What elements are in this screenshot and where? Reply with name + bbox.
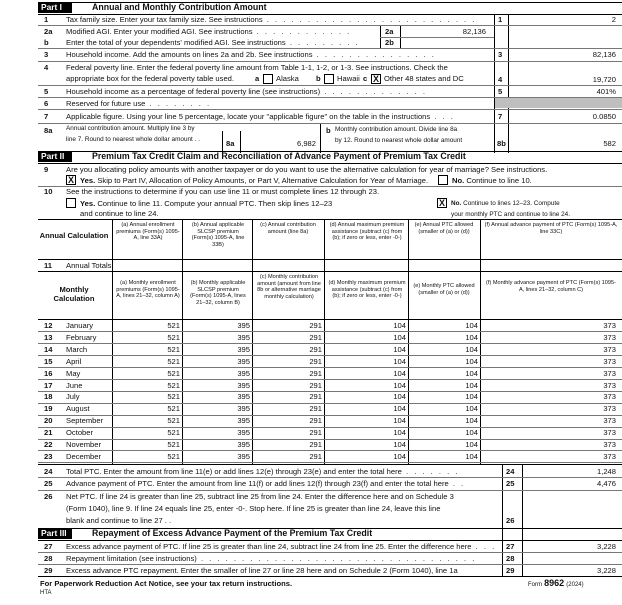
month-cell-b[interactable]: 395 (237, 332, 250, 342)
line-6-shaded (495, 98, 622, 108)
line-8a-box: 8a (226, 139, 235, 148)
line-8a-value[interactable]: 6,982 (296, 139, 316, 148)
month-cell-b[interactable]: 395 (237, 356, 250, 366)
divider (38, 109, 622, 110)
month-cell-b[interactable]: 395 (237, 321, 250, 330)
month-cell-c[interactable]: 291 (309, 440, 322, 449)
month-cell-c[interactable]: 291 (309, 451, 322, 461)
month-row-label: December (66, 451, 102, 461)
line-8b-value[interactable]: 582 (603, 139, 616, 148)
annual-col-a-header: (a) Annual enrollment premiums (Form(s) 1095-A, line 33A) (116, 222, 180, 242)
line-5-text: Household income as a percentage of federal poverty line (see instructions) . . . . . . . . . . . . . (66, 87, 427, 96)
line-10-no-checkbox[interactable]: X (438, 198, 445, 208)
line-4-text2: appropriate box for the federal poverty table used. (66, 74, 235, 83)
part1-right-divider (494, 14, 495, 153)
month-cell-e[interactable]: 104 (465, 451, 478, 461)
line-2b-text: Enter the total of your dependents' modified AGI. See instructions . . . . . . . . . (66, 38, 360, 47)
month-row-label: March (66, 344, 88, 354)
line-1-value[interactable]: 2 (611, 15, 616, 24)
line-27-box: 27 (506, 542, 515, 551)
line-29-num: 29 (44, 566, 53, 575)
month-cell-b[interactable]: 395 (237, 344, 250, 354)
month-cell-e[interactable]: 104 (465, 392, 478, 402)
line-7-text: Applicable figure. Using your line 5 percentage, locate your "applicable figure" on the table in the instructions . . . (66, 112, 455, 121)
annual-col-f-header: (f) Annual advance payment of PTC (Form(s) 1095-A, line 33C) (484, 222, 618, 235)
month-cell-d[interactable]: 104 (393, 380, 406, 390)
month-cell-c[interactable]: 291 (309, 404, 322, 414)
line-10-no-text2: your monthly PTC and continue to line 24. (451, 211, 571, 218)
line-2a-value[interactable]: 82,136 (462, 27, 486, 36)
month-cell-d[interactable]: 104 (393, 356, 406, 366)
month-row-num: 21 (44, 428, 53, 438)
divider (38, 259, 622, 260)
line-25-text: Advance payment of PTC. Enter the amount from line 11(f) or add lines 12(f) through 23(f) and enter the total here . . (66, 479, 466, 488)
month-cell-e[interactable]: 104 (465, 380, 478, 390)
month-row-num: 17 (44, 380, 53, 390)
line-9-yes-checkbox[interactable]: X (67, 175, 74, 185)
month-cell-e[interactable]: 104 (465, 356, 478, 366)
line-5-num: 5 (44, 87, 49, 96)
line-4-box: 4 (498, 75, 503, 84)
month-cell-d[interactable]: 104 (393, 451, 406, 461)
line-29-text: Excess advance PTC repayment. Enter the smaller of line 27 or line 28 here and on Schedule 2 (Form 1040), line 1a (66, 566, 458, 575)
part1-tag: Part I (38, 2, 72, 13)
month-row-num: 18 (44, 392, 53, 402)
month-row-num: 19 (44, 404, 53, 414)
month-row-label: February (66, 332, 97, 342)
other-48-states-checkbox[interactable]: X (372, 74, 379, 84)
line-8a-box-divider-2 (240, 131, 241, 153)
line-4-opt-c-label: Other 48 states and DC (384, 74, 464, 83)
line-8a-num: 8a (44, 126, 53, 135)
month-row-label: June (66, 380, 83, 390)
month-row-label: November (66, 440, 102, 449)
monthly-col-b-header: (b) Monthly applicable SLCSP premium (Form(s) 1095-A, lines 21–32, column B) (190, 280, 246, 306)
line-8-col-divider (320, 124, 321, 153)
month-cell-a[interactable]: 521 (167, 368, 180, 378)
month-row-num: 12 (44, 321, 53, 330)
month-row-num: 20 (44, 416, 53, 426)
month-cell-d[interactable]: 104 (393, 404, 406, 414)
hta-label: HTA (40, 590, 52, 596)
line-10-text: See the instructions to determine if you can use line 11 or must complete lines 12 through 23. (66, 187, 380, 196)
line-4-opt-c-letter: c (363, 74, 368, 83)
divider (38, 477, 622, 478)
monthly-calc-label: Monthly Calculation (53, 285, 95, 303)
month-cell-d[interactable]: 104 (393, 321, 406, 330)
divider (38, 48, 622, 49)
divider (38, 123, 622, 124)
month-cell-d[interactable]: 104 (393, 416, 406, 426)
month-cell-a[interactable]: 521 (167, 321, 180, 330)
line-10-yes-text: Yes. Continue to line 11. Compute your annual PTC. Then skip lines 12–23 (80, 199, 333, 208)
line-26-text2: (Form 1040), line 9. If line 24 equals line 25, enter -0-. Stop here. If line 25 is greater than line 24, leave this line (66, 504, 441, 513)
line-25-num: 25 (44, 479, 53, 488)
month-cell-f[interactable]: 373 (603, 416, 616, 426)
part3-tag: Part III (38, 528, 72, 539)
line-8a-box-divider (222, 131, 223, 153)
line-4-text: Federal poverty line. Enter the federal poverty line amount from Table 1-1, 1-2, or 1-3. See instructions. Check the (66, 63, 448, 72)
line-8b-text1: Monthly contribution amount. Divide line 8a (335, 126, 458, 133)
line-10-yes-checkbox[interactable] (66, 198, 76, 208)
line-8a-text1: Annual contribution amount. Multiply line 3 by (66, 125, 195, 132)
line-7-num: 7 (44, 112, 49, 121)
month-cell-b[interactable]: 395 (237, 380, 250, 390)
month-cell-f[interactable]: 373 (603, 344, 616, 354)
line-9-yes-text: Yes. Skip to Part IV, Allocation of Policy Amounts, or Part V, Alternative Calculation for Year of Marriage. (80, 176, 429, 185)
month-cell-e[interactable]: 104 (465, 428, 478, 438)
line-2b-num: b (44, 38, 49, 47)
month-row-label: July (66, 392, 80, 402)
line-26-text3: blank and continue to line 27 . . (66, 516, 172, 525)
month-cell-a[interactable]: 521 (167, 332, 180, 342)
annual-col-e-header: (e) Annual PTC allowed (smaller of (a) or (d)) (414, 222, 474, 235)
monthly-col-d-header: (d) Monthly maximum premium assistance (subtract (c) from (b); if zero or less, enter -0-) (328, 280, 406, 300)
line-2a-text: Modified AGI. Enter your modified AGI. See instructions . . . . . . . . . . . . (66, 27, 352, 36)
line-5-box: 5 (498, 87, 503, 96)
month-cell-b[interactable]: 395 (237, 451, 250, 461)
line-24-text: Total PTC. Enter the amount from line 11(e) or add lines 12(e) through 23(e) and enter the total here . . . . . . . (66, 467, 460, 476)
month-cell-b[interactable]: 395 (237, 416, 250, 426)
divider (38, 85, 622, 86)
line-24-value[interactable]: 1,248 (596, 467, 616, 476)
line-4-opt-b-letter: b (316, 74, 321, 83)
line-27-value[interactable]: 3,228 (596, 542, 616, 551)
month-cell-a[interactable]: 521 (167, 380, 180, 390)
part3-box-divider-2 (522, 541, 523, 577)
line-9-text: Are you allocating policy amounts with another taxpayer or do you want to use the alternative calculation for year of marriage? See instructions. (66, 165, 548, 174)
month-cell-c[interactable]: 291 (309, 356, 322, 366)
line-25-box: 25 (506, 479, 515, 488)
divider (38, 271, 622, 272)
month-cell-e[interactable]: 104 (465, 332, 478, 342)
line-8b-text2: by 12. Round to nearest whole dollar amount (335, 137, 463, 144)
line-1-text: Tax family size. Enter your tax family size. See instructions . . . . . . . . . . . . . . . . . . . . . . . . . . (66, 15, 477, 24)
part3-box-divider (502, 541, 503, 577)
month-cell-a[interactable]: 521 (167, 404, 180, 414)
annual-col-d-header: (d) Annual maximum premium assistance (subtract (c) from (b); if zero or less, enter -0-) (329, 222, 405, 242)
line-10-no-text: No. Continue to lines 12–23. Compute (451, 200, 560, 207)
month-cell-f[interactable]: 373 (603, 392, 616, 402)
month-cell-d[interactable]: 104 (393, 392, 406, 402)
line-4-num: 4 (44, 63, 49, 72)
line-28-text: Repayment limitation (see instructions) . . . . . . . . . . . . . . . . . . . . . . . . . . . . . . . . . . (66, 554, 477, 563)
part2-title: Premium Tax Credit Claim and Reconciliation of Advance Payment of Premium Tax Credit (92, 151, 466, 161)
line-7-value[interactable]: 0.0850 (592, 112, 616, 121)
part1-title: Annual and Monthly Contribution Amount (92, 2, 267, 12)
month-cell-e[interactable]: 104 (465, 416, 478, 426)
divider (38, 61, 622, 62)
month-cell-f[interactable]: 373 (603, 321, 616, 330)
line-3-box: 3 (498, 50, 503, 59)
month-cell-a[interactable]: 521 (167, 451, 180, 461)
hawaii-checkbox[interactable] (324, 74, 334, 84)
month-cell-c[interactable]: 291 (309, 321, 322, 330)
month-cell-a[interactable]: 521 (167, 392, 180, 402)
line-27-num: 27 (44, 542, 53, 551)
line-24-box: 24 (506, 467, 515, 476)
monthly-col-c-header: (c) Monthly contribution amount (amount from line 8b or alternative marriage monthly calculation) (257, 274, 321, 300)
month-row-label: May (66, 368, 81, 378)
divider (38, 490, 622, 491)
line-6-text: Reserved for future use . . . . . . . . (66, 99, 212, 108)
divider (38, 564, 622, 565)
divider (380, 37, 494, 38)
divider (38, 464, 622, 465)
annual-col-c-header: (c) Annual contribution amount (line 8a) (260, 222, 316, 235)
line-3-value[interactable]: 82,136 (592, 50, 616, 59)
month-cell-a[interactable]: 521 (167, 344, 180, 354)
month-cell-c[interactable]: 291 (309, 416, 322, 426)
divider (38, 25, 622, 26)
part3-title: Repayment of Excess Advance Payment of the Premium Tax Credit (92, 528, 373, 538)
monthly-col-f-header: (f) Monthly advance payment of PTC (Form(s) 1095-A, lines 21–32, column C) (486, 280, 616, 293)
line-26-box: 26 (506, 516, 515, 525)
month-row-label: August (66, 404, 90, 414)
line-24-num: 24 (44, 467, 53, 476)
month-cell-e[interactable]: 104 (465, 368, 478, 378)
month-cell-f[interactable]: 373 (603, 368, 616, 378)
monthly-col-e-header: (e) Monthly PTC allowed (smaller of (a) or (d)) (413, 283, 475, 296)
line-9-no-checkbox[interactable] (438, 175, 448, 185)
month-cell-c[interactable]: 291 (309, 428, 322, 438)
month-row-label: January (66, 321, 94, 330)
month-cell-c[interactable]: 291 (309, 332, 322, 342)
month-cell-a[interactable]: 521 (167, 428, 180, 438)
month-row-label: October (66, 428, 94, 438)
month-cell-b[interactable]: 395 (237, 428, 250, 438)
line-9-num: 9 (44, 165, 49, 174)
line-29-box: 29 (506, 566, 515, 575)
divider (38, 576, 622, 577)
divider (38, 219, 622, 220)
line-27-text: Excess advance payment of PTC. If line 25 is greater than line 24, subtract line 24 from line 25. Enter the difference here . . . (66, 542, 497, 551)
line-6-num: 6 (44, 99, 49, 108)
line-28-box: 28 (506, 554, 515, 563)
month-cell-e[interactable]: 104 (465, 344, 478, 354)
month-cell-d[interactable]: 104 (393, 428, 406, 438)
month-cell-d[interactable]: 104 (393, 368, 406, 378)
line-29-value[interactable]: 3,228 (596, 566, 616, 575)
line-11-num: 11 (44, 261, 53, 270)
line-2a-num: 2a (44, 27, 53, 36)
line-2a-box: 2a (385, 27, 394, 36)
line-3-text: Household income. Add the amounts on lines 2a and 2b. See instructions . . . . . . . . . . . . . . . (66, 50, 436, 59)
annual-calc-label: Annual Calculation (39, 231, 109, 240)
month-cell-c[interactable]: 291 (309, 380, 322, 390)
line-4-opt-a-label: Alaska (276, 74, 299, 83)
line-25-value[interactable]: 4,476 (596, 479, 616, 488)
month-cell-e[interactable]: 104 (465, 404, 478, 414)
monthly-col-a-header: (a) Monthly enrollment premiums (Form(s) 1095-A, lines 21–32, column A) (116, 280, 180, 300)
line-8b-box: 8b (497, 139, 506, 148)
month-cell-f[interactable]: 373 (603, 332, 616, 342)
alaska-checkbox[interactable] (263, 74, 273, 84)
month-row-num: 22 (44, 440, 53, 449)
month-cell-f[interactable]: 373 (603, 380, 616, 390)
month-row-num: 13 (44, 332, 53, 342)
line-9-no-text: No. Continue to line 10. (452, 176, 532, 185)
annual-col-b-header: (b) Annual applicable SLCSP premium (Form(s) 1095-A, line 33B) (191, 222, 245, 248)
line-10-num: 10 (44, 187, 53, 196)
divider (38, 319, 622, 320)
paperwork-notice: For Paperwork Reduction Act Notice, see your tax return instructions. (40, 579, 293, 588)
month-cell-f[interactable]: 373 (603, 404, 616, 414)
line-26-num: 26 (44, 492, 53, 501)
month-cell-e[interactable]: 104 (465, 440, 478, 449)
month-row-num: 23 (44, 451, 53, 461)
month-cell-d[interactable]: 104 (393, 344, 406, 354)
line-4-opt-a-letter: a (255, 74, 260, 83)
line-10-yes-text2: and continue to line 24. (80, 209, 159, 218)
month-row-num: 16 (44, 368, 53, 378)
month-cell-b[interactable]: 395 (237, 440, 250, 449)
line-5-value[interactable]: 401% (596, 87, 616, 96)
month-cell-d[interactable]: 104 (393, 332, 406, 342)
form-footer: Form 8962 (2024) (528, 578, 584, 588)
line-8a-text2: line 7. Round to nearest whole dollar amount . . (66, 136, 200, 143)
line-26-text: Net PTC. If line 24 is greater than line 25, subtract line 25 from line 24. Enter the difference here and on Schedule 3 (66, 492, 454, 501)
month-cell-a[interactable]: 521 (167, 416, 180, 426)
line-28-num: 28 (44, 554, 53, 563)
line-4-value[interactable]: 19,720 (592, 75, 616, 84)
month-cell-c[interactable]: 291 (309, 344, 322, 354)
line-7-box: 7 (498, 112, 503, 121)
month-cell-b[interactable]: 395 (237, 392, 250, 402)
month-cell-f[interactable]: 373 (603, 451, 616, 461)
line-4-opt-b-label: Hawaii (337, 74, 360, 83)
month-cell-c[interactable]: 291 (309, 368, 322, 378)
month-cell-d[interactable]: 104 (393, 440, 406, 449)
part1-right-divider-2 (508, 14, 509, 153)
line-2b-box: 2b (385, 38, 394, 47)
month-cell-b[interactable]: 395 (237, 368, 250, 378)
month-cell-f[interactable]: 373 (603, 440, 616, 449)
line-1-num: 1 (44, 15, 49, 24)
month-cell-b[interactable]: 395 (237, 404, 250, 414)
month-row-label: September (66, 416, 104, 426)
month-cell-a[interactable]: 521 (167, 356, 180, 366)
month-cell-f[interactable]: 373 (603, 356, 616, 366)
line-3-num: 3 (44, 50, 49, 59)
divider (38, 552, 622, 553)
month-cell-e[interactable]: 104 (465, 321, 478, 330)
month-row-num: 14 (44, 344, 53, 354)
month-cell-f[interactable]: 373 (603, 428, 616, 438)
month-row-label: April (66, 356, 82, 366)
month-row-num: 15 (44, 356, 53, 366)
month-cell-a[interactable]: 521 (167, 440, 180, 449)
line-11-text: Annual Totals (66, 261, 112, 270)
month-cell-c[interactable]: 291 (309, 392, 322, 402)
part2-tag: Part II (38, 151, 72, 162)
line-8b-num: b (326, 126, 331, 135)
line-1-box: 1 (498, 15, 503, 24)
